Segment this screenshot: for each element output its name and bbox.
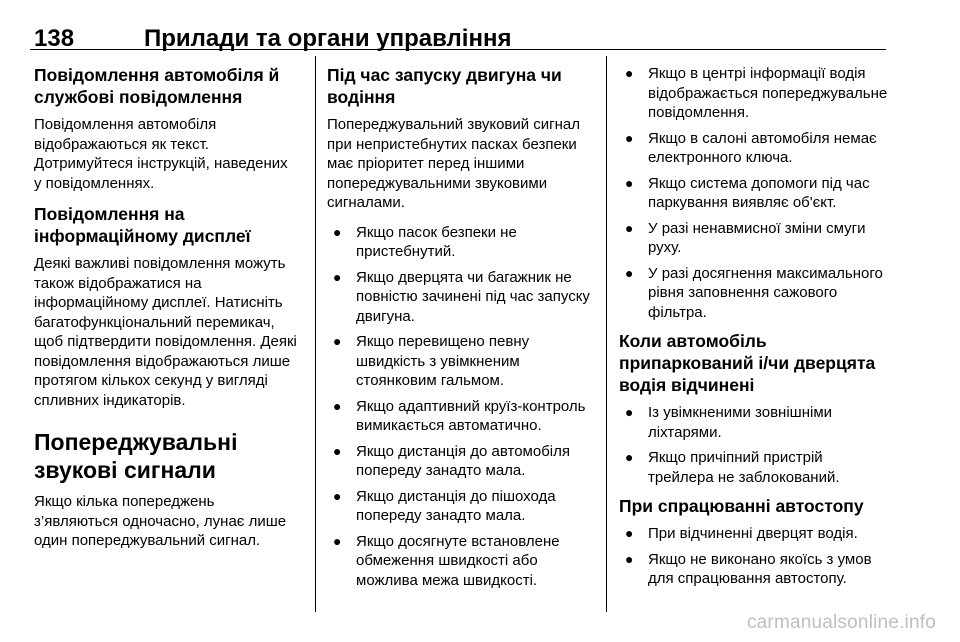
bullet-icon: ● (625, 525, 634, 541)
list-item: ● Якщо система допомоги під час паркування виявляє об'єкт. (625, 174, 870, 211)
bullet-icon: ● (333, 532, 342, 549)
bullet-icon: ● (333, 223, 342, 240)
bullet-icon: ● (625, 404, 634, 420)
bullet-icon: ● (625, 174, 634, 191)
bullet-icon: ● (333, 487, 342, 504)
paragraph-info-display: Деякі важливі повідомлення можуть також відображатися на інформаційному дисплеї. Натисніть багатофункціональний перемикач, щоб підтвердити повідомлення. Деякі повідомлення відображаються лише протягом кількох секунд у вигляді спливних індикаторів. (34, 255, 297, 409)
heading-parked: Коли автомобіль припаркований і/чи дверцята водія відчинені (619, 331, 876, 395)
list-item: ● Якщо в салоні автомобіля немає електронного ключа. (625, 129, 877, 166)
list-item: ● Із увімкненими зовнішніми ліхтарями. (625, 404, 833, 441)
list-item: ● Якщо перевищено певну швидкість з увімкненим стоянковим гальмом. (333, 333, 530, 389)
page-number: 138 (34, 25, 75, 52)
column-left (34, 64, 299, 561)
bullet-icon: ● (333, 268, 342, 285)
list-item: ● Якщо не виконано якоїсь з умов для спрацювання автостопу. (625, 550, 872, 587)
heading-vehicle-messages: Повідомлення автомобіля й службові повідомлення (34, 65, 280, 107)
paragraph-vehicle-messages: Повідомлення автомобіля відображаються як текст. Дотримуйтеся інструкцій, наведених у повідомленнях. (34, 116, 288, 192)
bullet-icon: ● (333, 397, 342, 414)
bullet-icon: ● (333, 333, 342, 349)
column-divider (606, 56, 607, 612)
list-item: ● Якщо причіпний пристрій трейлера не заблокований. (625, 449, 840, 486)
list-item: ● У разі ненавмисної зміни смуги руху. (625, 219, 866, 256)
header-rule (30, 49, 886, 50)
list-item: ● Якщо досягнуте встановлене обмеження швидкості або можлива межа швидкості. (333, 532, 560, 589)
paragraph-warning-chimes: Якщо кілька попереджень з’являються одночасно, лунає лише один попереджувальний сигнал. (34, 493, 287, 549)
list-item: ● Якщо дистанція до автомобіля попереду занадто мала. (333, 442, 570, 479)
column-divider (315, 56, 316, 612)
bullet-list-autostop (619, 524, 891, 589)
heading-info-display: Повідомлення на інформаційному дисплеї (34, 204, 251, 246)
bullet-icon: ● (333, 442, 342, 459)
page-title: Прилади та органи управління (144, 25, 512, 52)
list-item: ● Якщо дистанція до пішохода попереду занадто мала. (333, 487, 556, 524)
bullet-icon: ● (625, 219, 634, 236)
list-item: ● Якщо в центрі інформації водія відображається попереджувальне повідомлення. (625, 65, 888, 121)
bullet-icon: ● (625, 449, 634, 465)
heading-autostop: При спрацюванні автостопу (619, 496, 864, 516)
bullet-icon: ● (625, 550, 634, 567)
bullet-list-parked (619, 403, 891, 487)
bullet-list-driving (327, 223, 597, 591)
list-item: ● Якщо пасок безпеки не пристебнутий. (333, 223, 517, 260)
paragraph-engine-start: Попереджувальний звуковий сигнал при непристебнутих пасках безпеки має пріоритет перед іншими попереджувальними звуковими сигналами. (327, 116, 581, 211)
bullet-icon: ● (625, 65, 634, 81)
list-item: ● При відчиненні дверцят водія. (625, 525, 858, 542)
heading-engine-start: Під час запуску двигуна чи водіння (327, 65, 562, 107)
heading-warning-chimes: Попереджувальні звукові сигнали (34, 429, 238, 483)
watermark: carmanualsonline.info (746, 612, 936, 633)
bullet-list-continued (619, 64, 891, 322)
list-item: ● У разі досягнення максимального рівня заповнення сажового фільтра. (625, 264, 883, 321)
list-item: ● Якщо адаптивний круїз-контроль вимикається автоматично. (333, 397, 586, 434)
bullet-icon: ● (625, 129, 634, 146)
column-middle (327, 64, 597, 596)
list-item: ● Якщо дверцята чи багажник не повністю зачинені під час запуску двигуна. (333, 268, 590, 325)
bullet-icon: ● (625, 264, 634, 281)
column-right (619, 64, 891, 595)
